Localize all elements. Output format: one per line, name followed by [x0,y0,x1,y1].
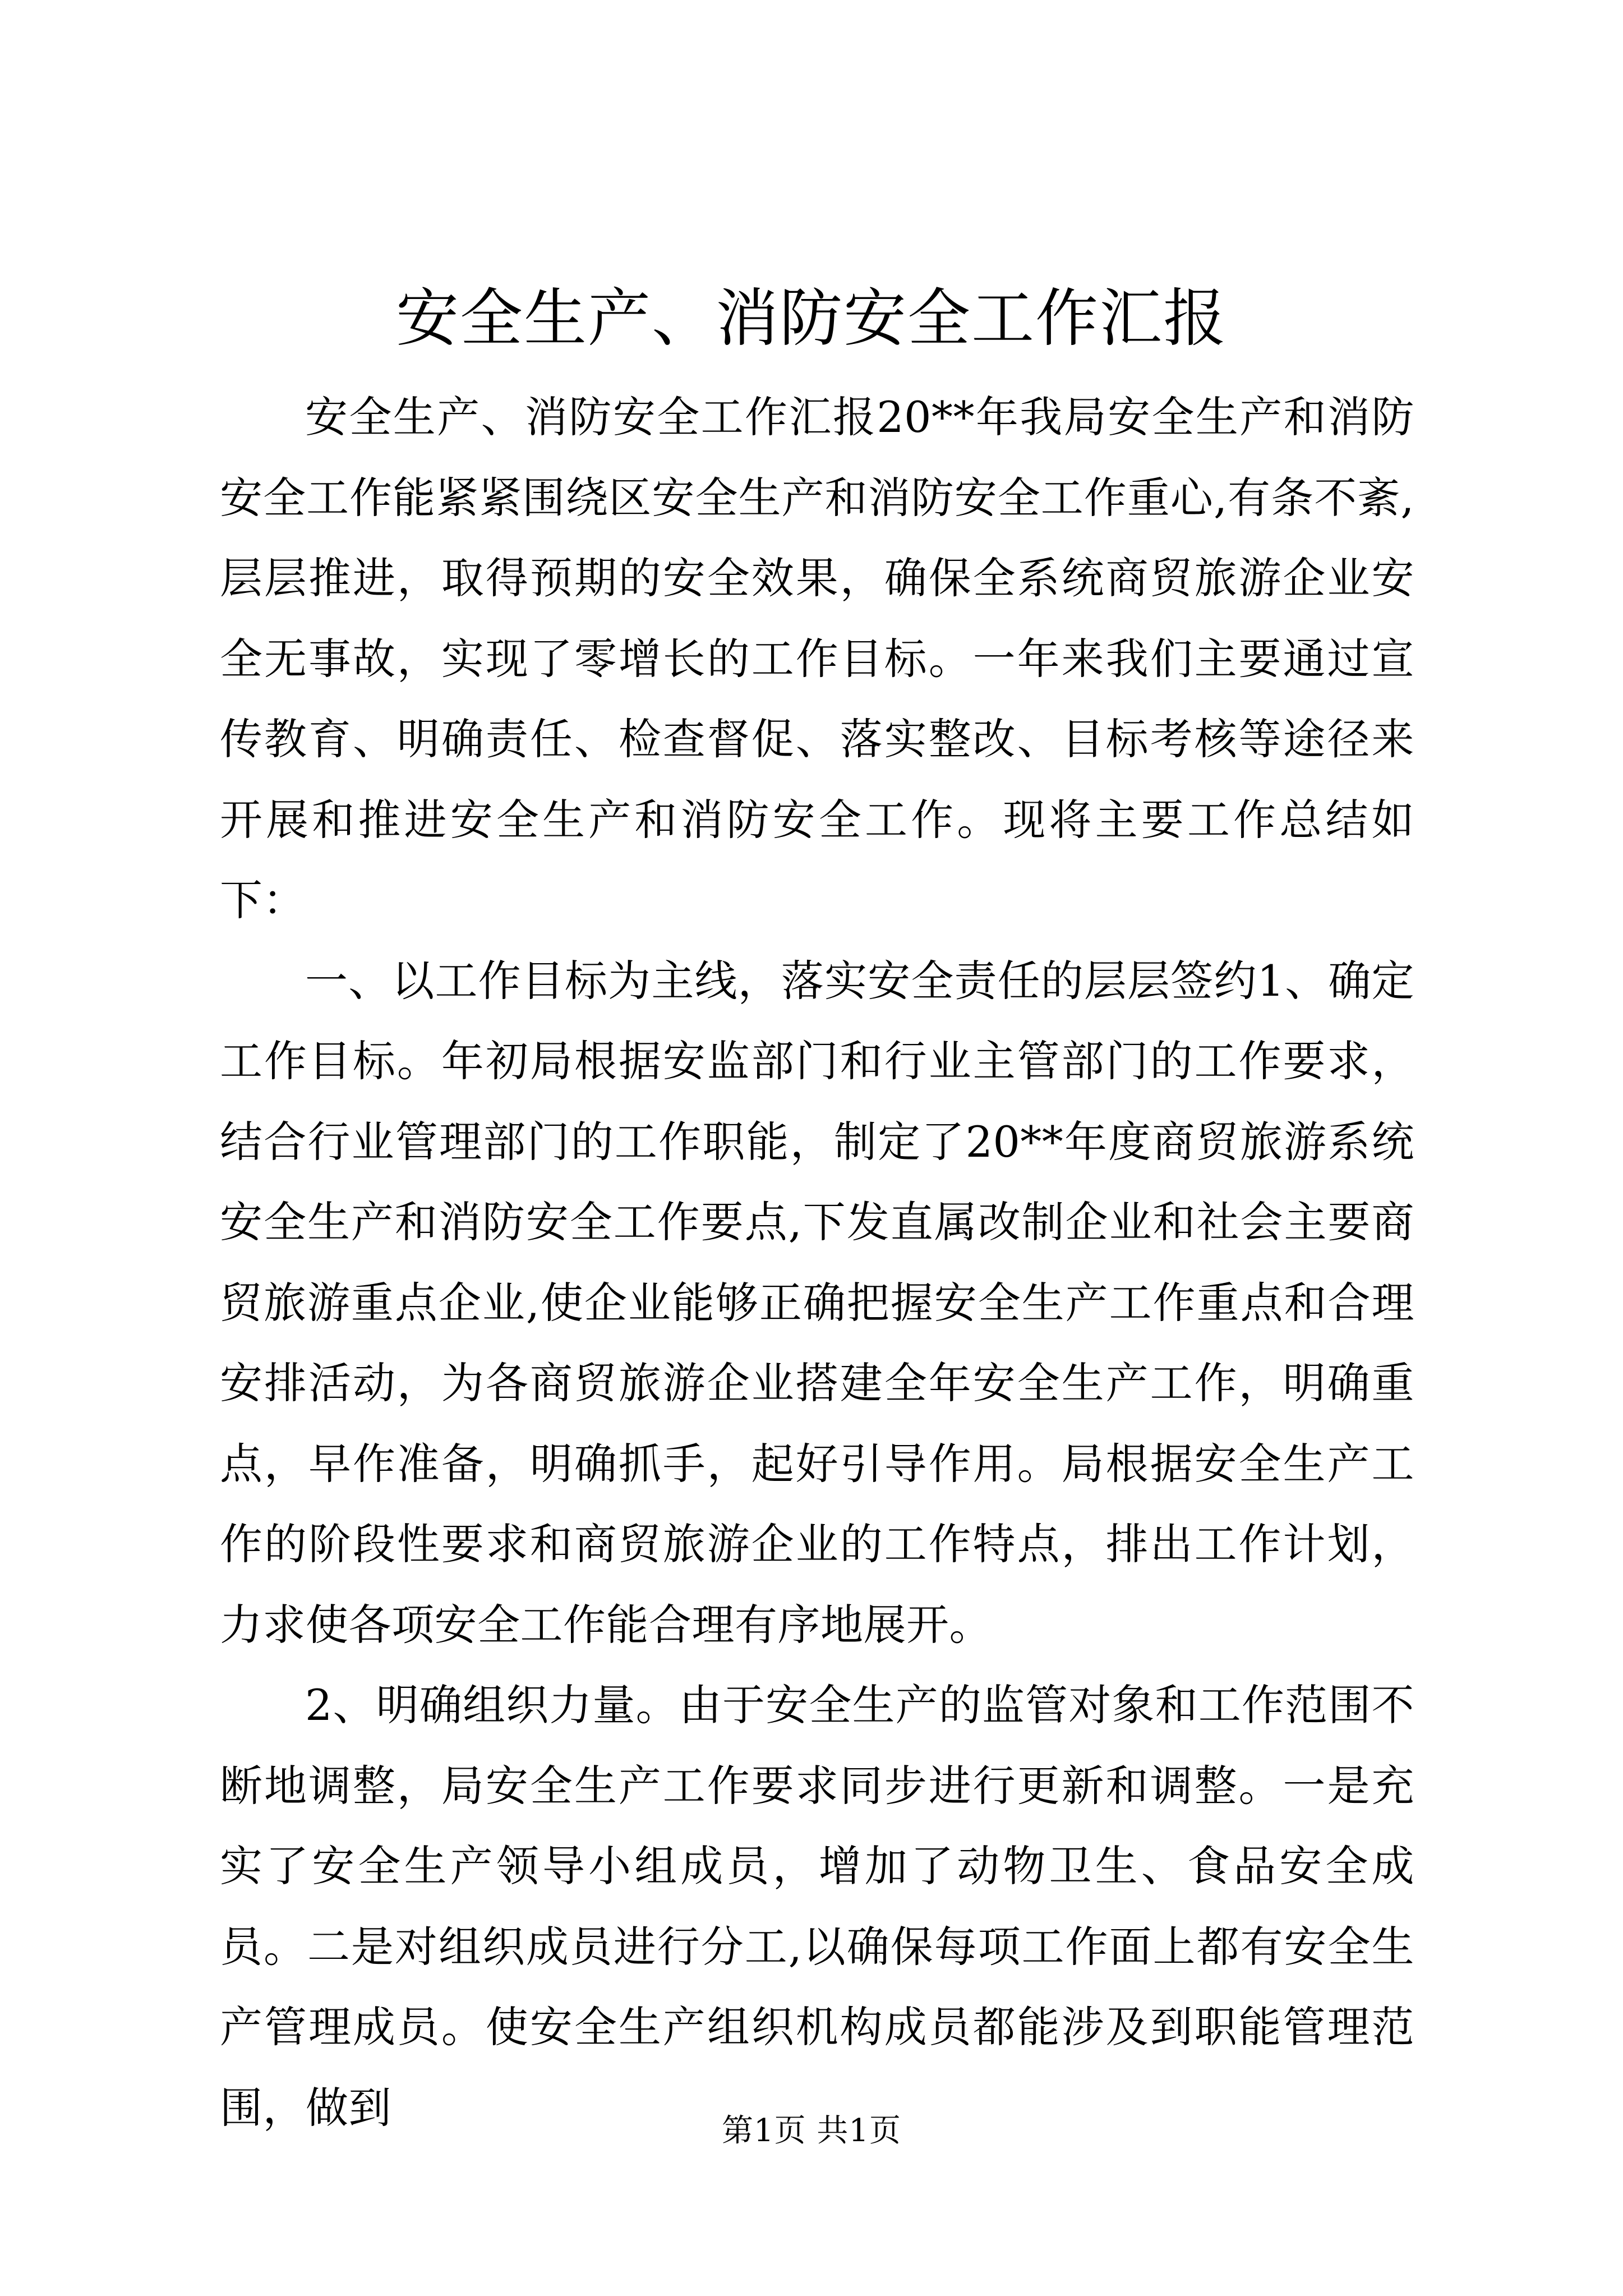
paragraph-section-one: 一、以工作目标为主线，落实安全责任的层层签约1、确定工作目标。年初局根据安监部门和行业主管部门的工作要求，结合行业管理部门的工作职能，制定了20**年度商贸旅游系统安全生产和消防安全工作要点,下发直属改制企业和社会主要商贸旅游重点企业,使企业能够正确把握安全生产工作重点和合理安排活动，为各商贸旅游企业搭建全年安全生产工作，明确重点，早作准备，明确抓手，起好引导作用。局根据安全生产工作的阶段性要求和商贸旅游企业的工作特点，排出工作计划，力求使各项安全工作能合理有序地展开。 [220,955,1414,1650]
page-footer: 第1页 共1页 [721,2113,902,2149]
document-title: 安全生产、消防安全工作汇报 [396,282,1227,355]
paragraph-organization: 2、明确组织力量。由于安全生产的监管对象和工作范围不断地调整，局安全生产工作要求同步进行更新和调整。一是充实了安全生产领导小组成员，增加了动物卫生、食品安全成员。二是对组织成员进行分工,以确保每项工作面上都有安全生产管理成员。使安全生产组织机构成员都能涉及到职能管理范围，做到 [220,1680,1414,2133]
paragraph-intro: 安全生产、消防安全工作汇报20**年我局安全生产和消防安全工作能紧紧围绕区安全生产和消防安全工作重心,有条不紊,层层推进，取得预期的安全效果，确保全系统商贸旅游企业安全无事故，实现了零增长的工作目标。一年来我们主要通过宣传教育、明确责任、检查督促、落实整改、目标考核等途径来开展和推进安全生产和消防安全工作。现将主要工作总结如下： [220,392,1414,925]
document-body [220,377,1414,2148]
